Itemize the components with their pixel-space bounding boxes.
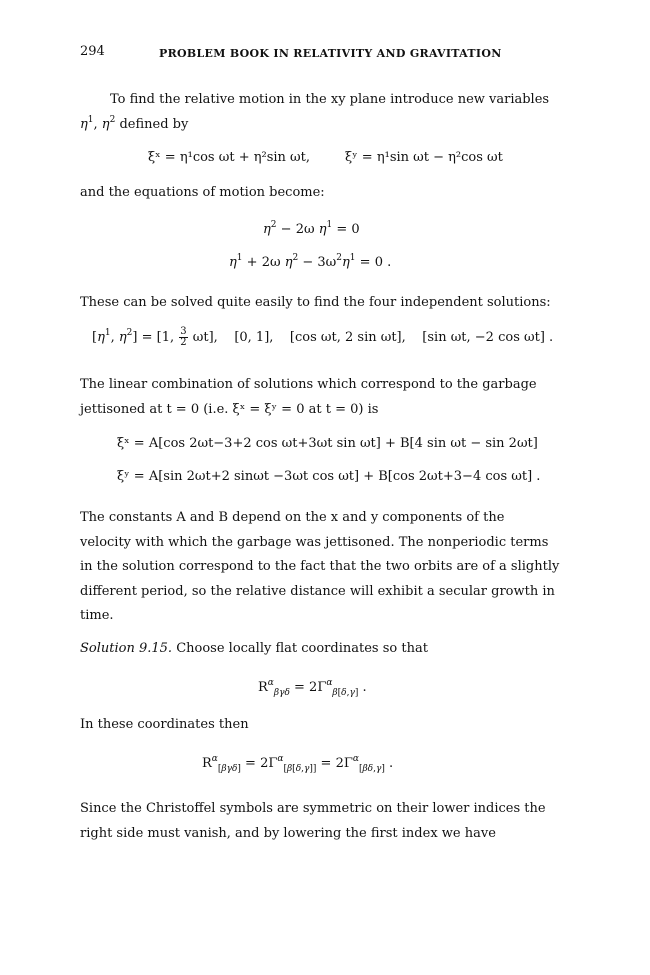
christoffel-line-2: right side must vanish, and by lowering the first index we have bbox=[80, 825, 496, 841]
constants-line-5: time. bbox=[80, 608, 114, 624]
solution-label: Solution 9.15. bbox=[80, 641, 173, 656]
linear-combination-line-2: jettisoned at t = 0 (i.e. ξˣ = ξʸ = 0 at t = 0) is bbox=[80, 401, 379, 417]
intro-paragraph bbox=[80, 88, 580, 137]
solutions-intro-text: These can be solved quite easily to find the four independent solutions: bbox=[80, 295, 551, 310]
equation-of-motion-1: $\eta^2 - 2\omega$ $\eta^1 = 0$ bbox=[263, 220, 360, 237]
intro-line-2-suffix: defined by bbox=[115, 116, 189, 132]
equation-riemann-antisymmetric: $R^\alpha_{[\beta\gamma\delta]} = 2\Gamma^\alpha_{[\beta[\delta,\gamma]]} = 2\Gamma^\alpha_{[\beta\delta,\gamma]}$ . bbox=[202, 754, 394, 774]
linear-combination-paragraph bbox=[80, 373, 580, 422]
equation-xi-x-definition: ξˣ = η¹cos ωt + η²sin ωt, bbox=[148, 150, 311, 165]
equation-independent-solutions: [$\eta^1$, $\eta^2] = [1$, $\frac{3}{2}$ ωt], [0, 1], [cos ωt, 2 sin ωt], [sin ωt, −2 cos ωt] . bbox=[92, 326, 554, 348]
equation-xi-y-definition: ξʸ = η¹sin ωt − η²cos ωt bbox=[345, 150, 503, 165]
intro-line-1: To find the relative motion in the xy plane introduce new variables bbox=[110, 92, 550, 107]
coordinates-text: In these coordinates then bbox=[80, 717, 249, 732]
solution-heading bbox=[80, 637, 580, 662]
christoffel-line-1: Since the Christoffel symbols are symmetric on their lower indices the bbox=[80, 801, 546, 816]
page-number: 294 bbox=[80, 44, 105, 59]
christoffel-paragraph bbox=[80, 797, 580, 846]
constants-paragraph bbox=[80, 506, 580, 629]
constants-line-1: The constants A and B depend on the x and y components of the bbox=[80, 510, 505, 525]
constants-line-3: in the solution correspond to the fact that the two orbits are of a slightly bbox=[80, 559, 560, 575]
linear-combination-line-1: The linear combination of solutions which correspond to the garbage bbox=[80, 377, 537, 392]
equation-xi-x-solution: ξˣ = A[cos 2ωt−3+2 cos ωt+3ωt sin ωt] + B[4 sin ωt − sin 2ωt] bbox=[117, 436, 538, 451]
equation-riemann-flat: $R^\alpha_{\beta\gamma\delta} = 2\Gamma^\alpha_{\beta[\delta,\gamma]}$ . bbox=[258, 678, 367, 698]
equation-xi-y-solution: ξʸ = A[sin 2ωt+2 sinωt −3ωt cos ωt] + B[cos 2ωt+3−4 cos ωt] . bbox=[117, 469, 541, 484]
solution-text: Choose locally flat coordinates so that bbox=[172, 641, 428, 656]
motion-intro-text: and the equations of motion become: bbox=[80, 185, 325, 200]
constants-line-4: different period, so the relative distance will exhibit a secular growth in bbox=[80, 583, 555, 599]
running-title: PROBLEM BOOK IN RELATIVITY AND GRAVITATION bbox=[159, 47, 502, 60]
equation-of-motion-2: $\eta^1 + 2\omega$ $\eta^2 - 3\omega^2\eta^1 = 0$ . bbox=[229, 253, 392, 270]
intro-line-2: $\eta^1$, $\eta^2$ defined by bbox=[80, 114, 189, 132]
constants-line-2: velocity with which the garbage was jettisoned. The nonperiodic terms bbox=[80, 534, 549, 550]
